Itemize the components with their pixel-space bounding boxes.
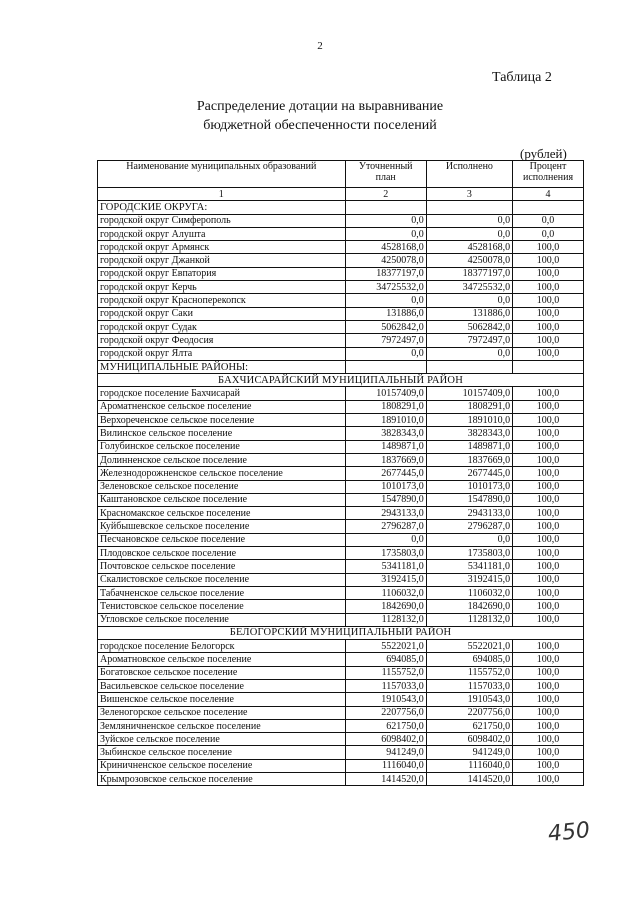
table-row: [98, 733, 584, 746]
header-pct: Процент исполнения: [513, 161, 584, 188]
cell-pct: 100,0: [513, 560, 584, 573]
cell-name: Вишенское сельское поселение: [98, 693, 346, 706]
cell-name: Тенистовское сельское поселение: [98, 600, 346, 613]
cell-done: 18377197,0: [426, 267, 512, 280]
cell-pct: 100,0: [513, 520, 584, 533]
cell-pct: 100,0: [513, 294, 584, 307]
cell-pct: 100,0: [513, 600, 584, 613]
cell-plan: 1842690,0: [345, 600, 426, 613]
header-done: Исполнено: [426, 161, 512, 188]
table-row: [98, 294, 584, 307]
page-number: 2: [317, 40, 323, 52]
section-urban: ГОРОДСКИЕ ОКРУГА:: [98, 201, 346, 214]
section-row: [98, 360, 584, 373]
cell-name: Вилинское сельское поселение: [98, 427, 346, 440]
cell-plan: 1910543,0: [345, 693, 426, 706]
cell-done: 1155752,0: [426, 666, 512, 679]
cell-name: Зуйское сельское поселение: [98, 733, 346, 746]
column-number: 3: [426, 188, 512, 201]
cell-plan: 3192415,0: [345, 573, 426, 586]
cell-pct: 100,0: [513, 480, 584, 493]
document-title: [0, 97, 640, 135]
cell-name: Ароматновское сельское поселение: [98, 653, 346, 666]
cell-done: 2943133,0: [426, 507, 512, 520]
handwritten-page-note: 450: [546, 817, 592, 848]
header-row: [98, 161, 584, 188]
cell-plan: 1891010,0: [345, 414, 426, 427]
cell-plan: 2677445,0: [345, 467, 426, 480]
cell-name: Долинненское сельское поселение: [98, 453, 346, 466]
cell-pct: 100,0: [513, 533, 584, 546]
table-row: [98, 560, 584, 573]
cell-plan: 2207756,0: [345, 706, 426, 719]
cell-plan: 2943133,0: [345, 507, 426, 520]
table-row: [98, 679, 584, 692]
cell-done: 1837669,0: [426, 453, 512, 466]
table-row: [98, 507, 584, 520]
cell-name: Железнодорожненское сельское поселение: [98, 467, 346, 480]
table-row: [98, 613, 584, 626]
currency-note: (рублей): [520, 146, 567, 161]
cell-plan: 5522021,0: [345, 640, 426, 653]
cell-pct: 100,0: [513, 773, 584, 786]
table-row: [98, 227, 584, 240]
cell-done: 0,0: [426, 227, 512, 240]
table-row: [98, 773, 584, 786]
cell-name: городской округ Джанкой: [98, 254, 346, 267]
cell-plan: 4250078,0: [345, 254, 426, 267]
district-bakhchisaray: БАХЧИСАРАЙСКИЙ МУНИЦИПАЛЬНЫЙ РАЙОН: [98, 374, 584, 387]
cell-done: 0,0: [426, 214, 512, 227]
cell-done: 5522021,0: [426, 640, 512, 653]
cell-pct: 100,0: [513, 467, 584, 480]
cell-done: 0,0: [426, 533, 512, 546]
cell-pct: 100,0: [513, 347, 584, 360]
cell-name: Куйбышевское сельское поселение: [98, 520, 346, 533]
cell-pct: 100,0: [513, 759, 584, 772]
cell-name: Зеленогорское сельское поселение: [98, 706, 346, 719]
cell-name: Голубинское сельское поселение: [98, 440, 346, 453]
cell-pct: 100,0: [513, 307, 584, 320]
table-row: [98, 400, 584, 413]
cell-pct: 100,0: [513, 254, 584, 267]
cell-plan: 694085,0: [345, 653, 426, 666]
cell-plan: 5341181,0: [345, 560, 426, 573]
cell-done: 1010173,0: [426, 480, 512, 493]
table-row: [98, 440, 584, 453]
cell-name: Криничненское сельское поселение: [98, 759, 346, 772]
cell-pct: 100,0: [513, 493, 584, 506]
cell-pct: 0,0: [513, 227, 584, 240]
cell-plan: 3828343,0: [345, 427, 426, 440]
cell-name: городской округ Ялта: [98, 347, 346, 360]
table-row: [98, 267, 584, 280]
cell-done: 3192415,0: [426, 573, 512, 586]
cell-pct: 100,0: [513, 334, 584, 347]
cell-plan: 131886,0: [345, 307, 426, 320]
cell-name: Васильевское сельское поселение: [98, 679, 346, 692]
cell-plan: 0,0: [345, 294, 426, 307]
cell-done: 1414520,0: [426, 773, 512, 786]
cell-done: 7972497,0: [426, 334, 512, 347]
cell-done: 5062842,0: [426, 320, 512, 333]
table-row: [98, 320, 584, 333]
cell-pct: 100,0: [513, 440, 584, 453]
cell-done: 5341181,0: [426, 560, 512, 573]
section-row: [98, 201, 584, 214]
cell-name: Скалистовское сельское поселение: [98, 573, 346, 586]
cell-name: городское поселение Бахчисарай: [98, 387, 346, 400]
cell-plan: 0,0: [345, 347, 426, 360]
section-municipal: МУНИЦИПАЛЬНЫЕ РАЙОНЫ:: [98, 360, 346, 373]
cell-done: 1735803,0: [426, 547, 512, 560]
table-row: [98, 453, 584, 466]
table-row: [98, 307, 584, 320]
cell-pct: 100,0: [513, 746, 584, 759]
header-plan: Уточненный план: [345, 161, 426, 188]
cell-name: Крымрозовское сельское поселение: [98, 773, 346, 786]
cell-plan: 0,0: [345, 533, 426, 546]
table-row: [98, 706, 584, 719]
table-row: [98, 759, 584, 772]
cell-pct: 100,0: [513, 547, 584, 560]
cell-pct: 100,0: [513, 281, 584, 294]
cell-pct: 100,0: [513, 387, 584, 400]
cell-name: городской округ Красноперекопск: [98, 294, 346, 307]
table-row: [98, 573, 584, 586]
cell-done: 1910543,0: [426, 693, 512, 706]
table-row: [98, 693, 584, 706]
cell-name: Ароматненское сельское поселение: [98, 400, 346, 413]
cell-done: 1116040,0: [426, 759, 512, 772]
table-row: [98, 347, 584, 360]
table-row: [98, 214, 584, 227]
cell-pct: 100,0: [513, 693, 584, 706]
cell-name: городской округ Феодосия: [98, 334, 346, 347]
cell-plan: 4528168,0: [345, 241, 426, 254]
cell-name: Зыбинское сельское поселение: [98, 746, 346, 759]
cell-done: 1891010,0: [426, 414, 512, 427]
table-row: [98, 427, 584, 440]
column-number: 2: [345, 188, 426, 201]
cell-name: Каштановское сельское поселение: [98, 493, 346, 506]
cell-plan: 7972497,0: [345, 334, 426, 347]
cell-plan: 1128132,0: [345, 613, 426, 626]
cell-plan: 1808291,0: [345, 400, 426, 413]
cell-done: 4250078,0: [426, 254, 512, 267]
cell-done: 0,0: [426, 347, 512, 360]
column-number: 1: [98, 188, 346, 201]
cell-name: Плодовское сельское поселение: [98, 547, 346, 560]
table-row: [98, 254, 584, 267]
cell-done: 2796287,0: [426, 520, 512, 533]
cell-done: 34725532,0: [426, 281, 512, 294]
cell-pct: 100,0: [513, 414, 584, 427]
cell-pct: 100,0: [513, 241, 584, 254]
cell-plan: 1489871,0: [345, 440, 426, 453]
table-row: [98, 480, 584, 493]
cell-name: Красномакское сельское поселение: [98, 507, 346, 520]
cell-pct: 100,0: [513, 653, 584, 666]
cell-plan: 1116040,0: [345, 759, 426, 772]
cell-plan: 941249,0: [345, 746, 426, 759]
cell-name: городской округ Евпатория: [98, 267, 346, 280]
column-number: 4: [513, 188, 584, 201]
cell-plan: 6098402,0: [345, 733, 426, 746]
cell-done: 1547890,0: [426, 493, 512, 506]
cell-done: 1106032,0: [426, 586, 512, 599]
cell-pct: 100,0: [513, 666, 584, 679]
district-belogorsk: БЕЛОГОРСКИЙ МУНИЦИПАЛЬНЫЙ РАЙОН: [98, 626, 584, 639]
table-row: [98, 547, 584, 560]
cell-name: Богатовское сельское поселение: [98, 666, 346, 679]
cell-plan: 1157033,0: [345, 679, 426, 692]
cell-name: Почтовское сельское поселение: [98, 560, 346, 573]
cell-pct: 100,0: [513, 320, 584, 333]
cell-plan: 1735803,0: [345, 547, 426, 560]
table-row: [98, 666, 584, 679]
cell-done: 10157409,0: [426, 387, 512, 400]
cell-done: 621750,0: [426, 719, 512, 732]
district-row: [98, 374, 584, 387]
subsidy-table: [97, 160, 584, 786]
cell-pct: 100,0: [513, 507, 584, 520]
table-row: [98, 533, 584, 546]
title-line-2: бюджетной обеспеченности поселений: [203, 118, 437, 133]
cell-name: городской округ Алушта: [98, 227, 346, 240]
cell-name: городской округ Симферополь: [98, 214, 346, 227]
cell-name: Зеленовское сельское поселение: [98, 480, 346, 493]
cell-plan: 10157409,0: [345, 387, 426, 400]
cell-done: 1128132,0: [426, 613, 512, 626]
cell-pct: 100,0: [513, 613, 584, 626]
cell-name: Табачненское сельское поселение: [98, 586, 346, 599]
cell-plan: 1837669,0: [345, 453, 426, 466]
cell-name: городское поселение Белогорск: [98, 640, 346, 653]
cell-done: 941249,0: [426, 746, 512, 759]
cell-done: 131886,0: [426, 307, 512, 320]
header-name: Наименование муниципальных образований: [98, 161, 346, 188]
cell-done: 3828343,0: [426, 427, 512, 440]
table-row: [98, 281, 584, 294]
table-label: Таблица 2: [492, 70, 552, 85]
cell-pct: 100,0: [513, 573, 584, 586]
cell-pct: 100,0: [513, 733, 584, 746]
cell-name: городской округ Судак: [98, 320, 346, 333]
cell-done: 1489871,0: [426, 440, 512, 453]
title-line-1: Распределение дотации на выравнивание: [196, 99, 444, 114]
cell-name: Земляничненское сельское поселение: [98, 719, 346, 732]
cell-plan: 621750,0: [345, 719, 426, 732]
table-row: [98, 493, 584, 506]
cell-pct: 0,0: [513, 214, 584, 227]
cell-name: Угловское сельское поселение: [98, 613, 346, 626]
cell-pct: 100,0: [513, 267, 584, 280]
cell-done: 1157033,0: [426, 679, 512, 692]
cell-pct: 100,0: [513, 453, 584, 466]
cell-pct: 100,0: [513, 719, 584, 732]
cell-plan: 1414520,0: [345, 773, 426, 786]
table-row: [98, 334, 584, 347]
cell-name: городской округ Саки: [98, 307, 346, 320]
cell-plan: 1106032,0: [345, 586, 426, 599]
cell-plan: 5062842,0: [345, 320, 426, 333]
table-row: [98, 653, 584, 666]
table-row: [98, 387, 584, 400]
cell-done: 4528168,0: [426, 241, 512, 254]
cell-done: 1842690,0: [426, 600, 512, 613]
table-row: [98, 600, 584, 613]
cell-done: 2677445,0: [426, 467, 512, 480]
cell-plan: 1547890,0: [345, 493, 426, 506]
table-row: [98, 719, 584, 732]
cell-plan: 0,0: [345, 227, 426, 240]
cell-plan: 34725532,0: [345, 281, 426, 294]
cell-name: Верхореченское сельское поселение: [98, 414, 346, 427]
cell-done: 0,0: [426, 294, 512, 307]
table-row: [98, 640, 584, 653]
table-row: [98, 414, 584, 427]
cell-pct: 100,0: [513, 679, 584, 692]
cell-name: городской округ Керчь: [98, 281, 346, 294]
cell-plan: 1010173,0: [345, 480, 426, 493]
table-row: [98, 746, 584, 759]
cell-done: 1808291,0: [426, 400, 512, 413]
cell-done: 2207756,0: [426, 706, 512, 719]
cell-name: Песчановское сельское поселение: [98, 533, 346, 546]
cell-plan: 18377197,0: [345, 267, 426, 280]
table-row: [98, 241, 584, 254]
cell-plan: 1155752,0: [345, 666, 426, 679]
cell-pct: 100,0: [513, 640, 584, 653]
cell-plan: 0,0: [345, 214, 426, 227]
table-row: [98, 520, 584, 533]
cell-name: городской округ Армянск: [98, 241, 346, 254]
cell-pct: 100,0: [513, 586, 584, 599]
column-number-row: [98, 188, 584, 201]
cell-plan: 2796287,0: [345, 520, 426, 533]
cell-pct: 100,0: [513, 400, 584, 413]
cell-pct: 100,0: [513, 427, 584, 440]
cell-done: 6098402,0: [426, 733, 512, 746]
cell-pct: 100,0: [513, 706, 584, 719]
cell-done: 694085,0: [426, 653, 512, 666]
table-row: [98, 467, 584, 480]
table-row: [98, 586, 584, 599]
district-row: [98, 626, 584, 639]
